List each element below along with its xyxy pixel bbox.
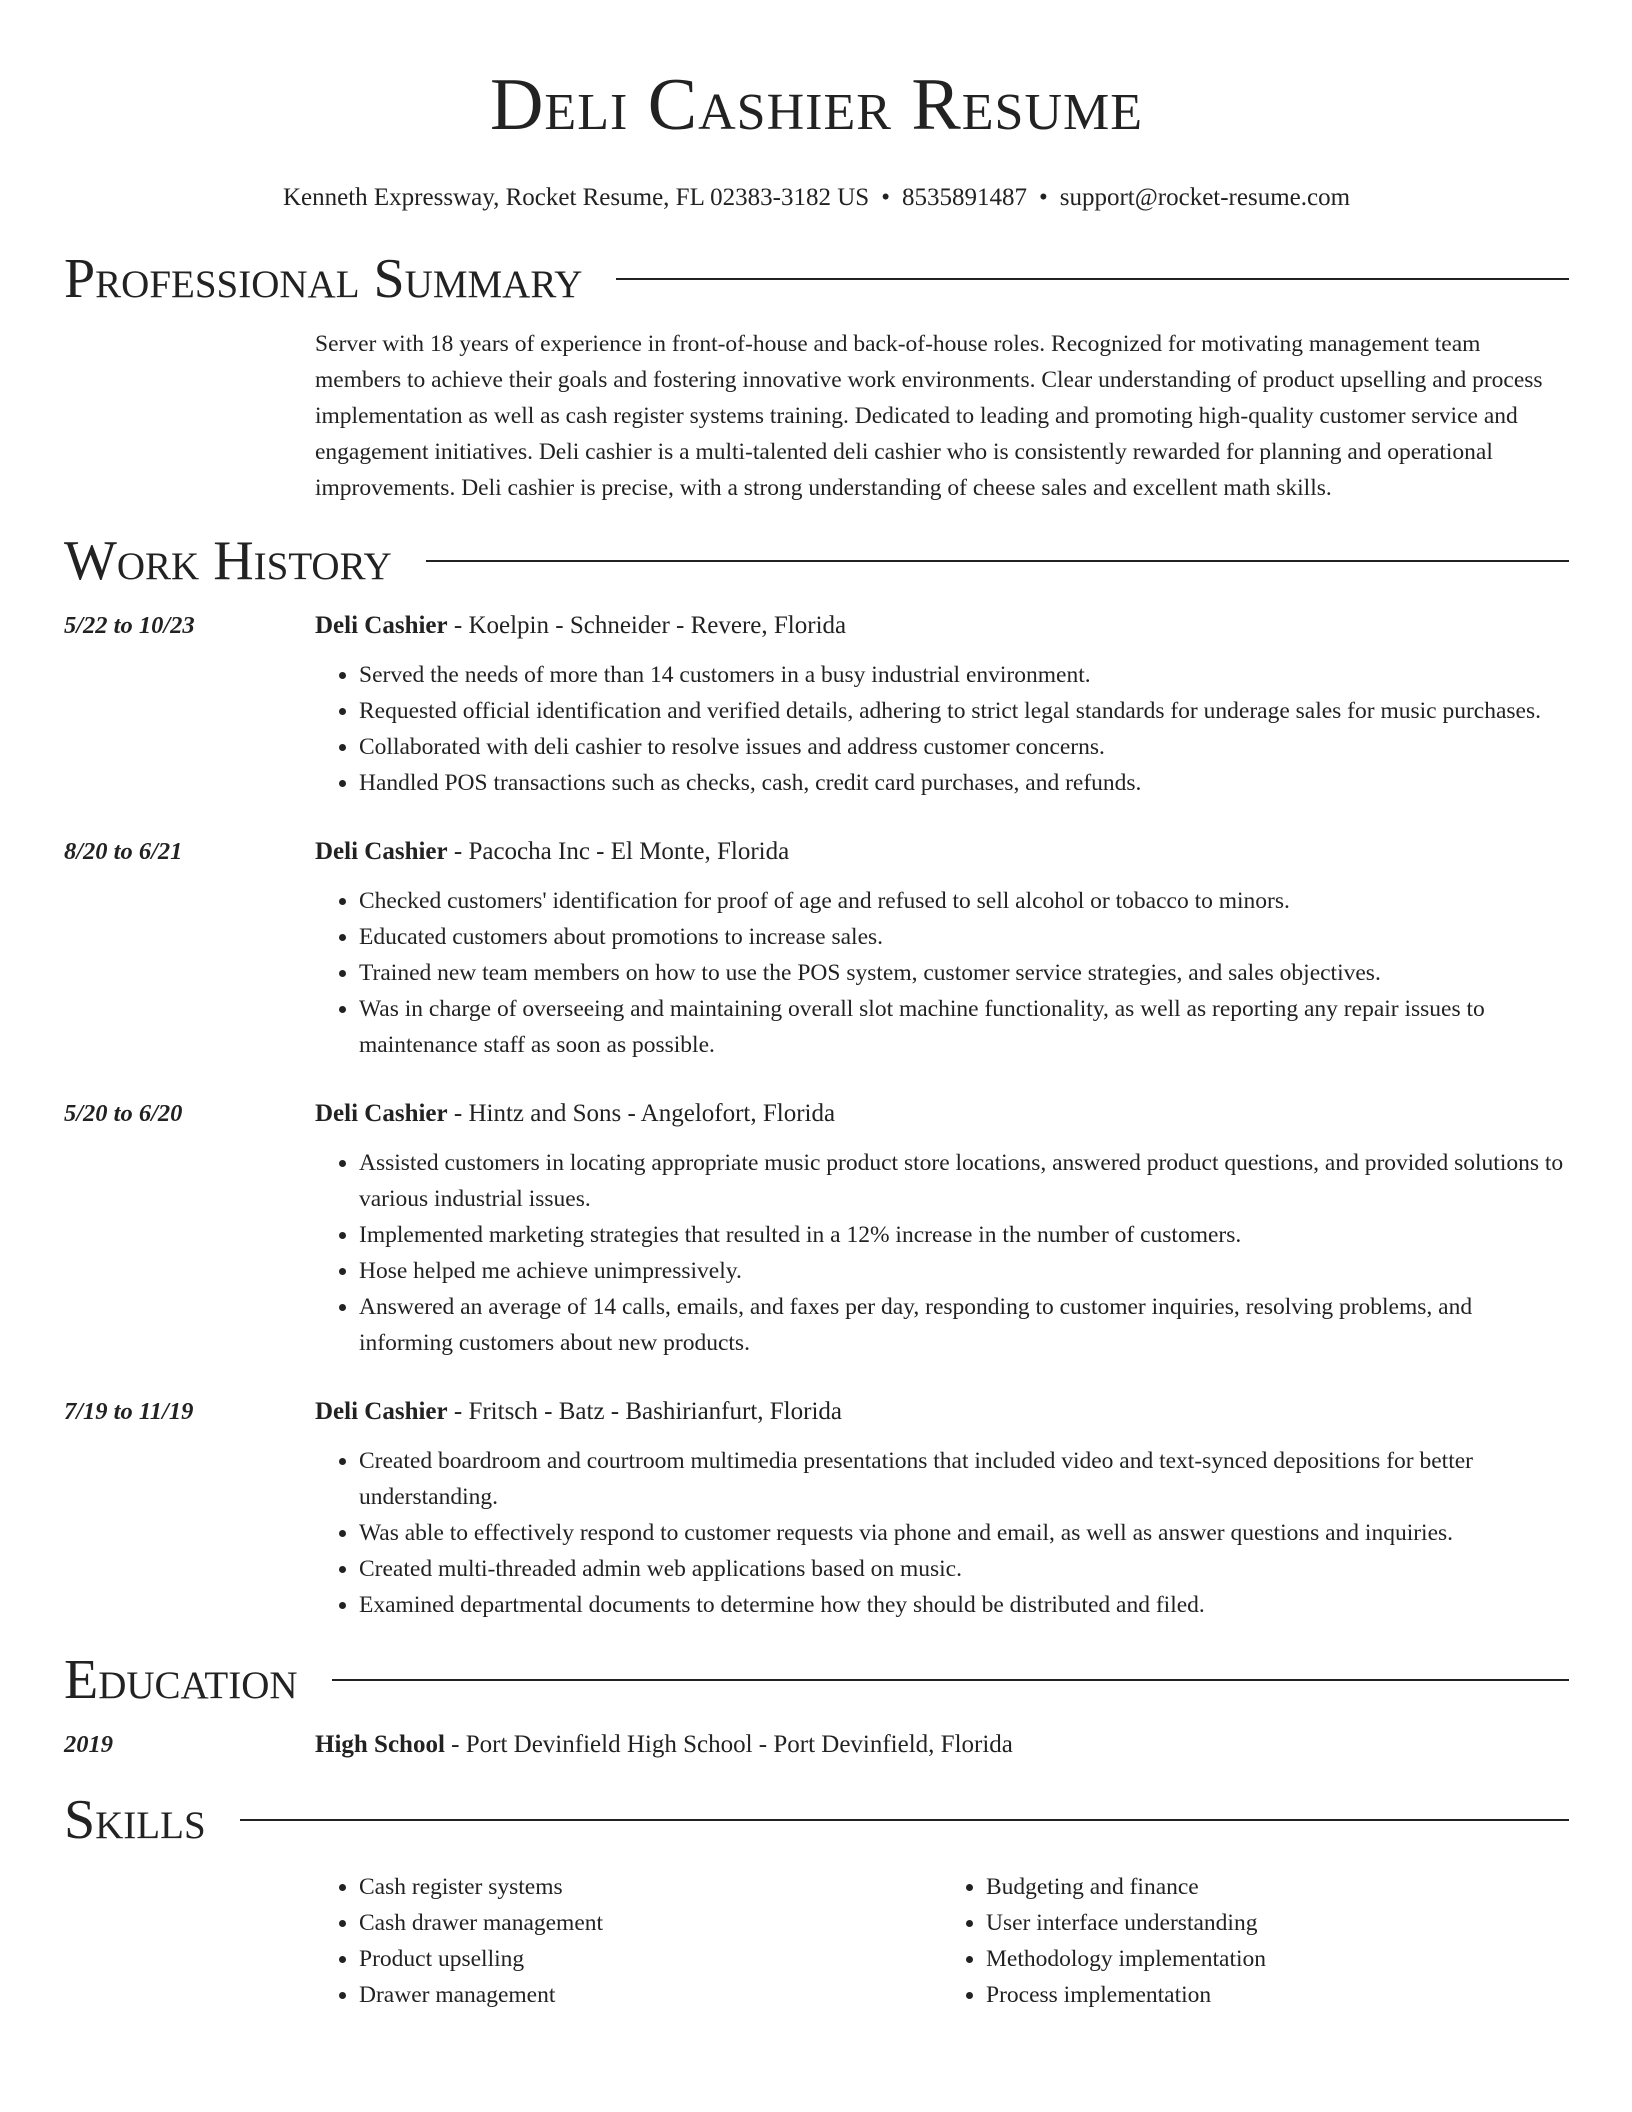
job-bullet: • Checked customers' identification for proof of age and refused to sell alcohol or tobacco to minors. <box>359 883 1569 919</box>
section-divider <box>332 1679 1569 1681</box>
contact-phone: 8535891487 <box>901 184 1027 211</box>
job-bullet: • Hose helped me achieve unimpressively. <box>359 1253 1569 1289</box>
section-header-work <box>64 526 1569 596</box>
education-school: - Port Devinfield High School - Port Devinfield, Florida <box>444 1731 1013 1758</box>
job-entry <box>64 1394 1569 1623</box>
job-employer: - Hintz and Sons - Angelofort, Florida <box>447 1100 836 1127</box>
skill-item: • Budgeting and finance <box>986 1869 1569 1905</box>
job-employer: - Koelpin - Schneider - Revere, Florida <box>447 612 847 639</box>
section-divider <box>240 1819 1569 1821</box>
section-title-summary: Professional Summary <box>64 248 583 310</box>
skill-item: • User interface understanding <box>986 1905 1569 1941</box>
job-entry <box>64 608 1569 801</box>
section-header-education <box>64 1645 1569 1715</box>
job-bullet: • Assisted customers in locating appropriate music product store locations, answered product questions, and provided solutions to various industrial issues. <box>359 1145 1569 1217</box>
contact-separator: • <box>1038 184 1048 211</box>
job-heading <box>315 1394 1569 1430</box>
job-employer: - Pacocha Inc - El Monte, Florida <box>447 838 790 865</box>
job-bullet: • Examined departmental documents to determine how they should be distributed and filed. <box>359 1587 1569 1623</box>
skill-item: • Product upselling <box>359 1941 942 1977</box>
contact-address: Kenneth Expressway, Rocket Resume, FL 02383-3182 US <box>282 184 870 211</box>
job-heading <box>315 1096 1569 1132</box>
job-date: 8/20 to 6/21 <box>64 838 183 865</box>
education-heading <box>315 1727 1569 1763</box>
job-bullets <box>315 657 1569 801</box>
job-date: 7/19 to 11/19 <box>64 1398 194 1425</box>
section-title-skills: Skills <box>64 1789 206 1851</box>
skills-column-right <box>942 1869 1569 2013</box>
skills-list <box>64 1869 1569 2013</box>
contact-email[interactable]: support@rocket-resume.com <box>1059 184 1351 211</box>
job-role: Deli Cashier <box>315 1100 448 1127</box>
job-bullet: • Created boardroom and courtroom multimedia presentations that included video and text-synced depositions for better understanding. <box>359 1443 1569 1515</box>
section-header-summary <box>64 244 1569 314</box>
job-bullet: • Educated customers about promotions to increase sales. <box>359 919 1569 955</box>
job-bullets <box>315 1145 1569 1361</box>
skill-item: • Cash register systems <box>359 1869 942 1905</box>
skill-item: • Methodology implementation <box>986 1941 1569 1977</box>
job-bullet: • Was able to effectively respond to customer requests via phone and email, as well as answer questions and inquiries. <box>359 1515 1569 1551</box>
job-entry <box>64 1096 1569 1361</box>
contact-line <box>64 182 1569 214</box>
job-role: Deli Cashier <box>315 838 448 865</box>
job-heading <box>315 834 1569 870</box>
job-bullet: • Implemented marketing strategies that resulted in a 12% increase in the number of customers. <box>359 1217 1569 1253</box>
job-bullet: • Was in charge of overseeing and maintaining overall slot machine functionality, as well as reporting any repair issues to maintenance staff as soon as possible. <box>359 991 1569 1063</box>
skill-item: • Process implementation <box>986 1977 1569 2013</box>
job-heading <box>315 608 1569 644</box>
resume-title: Deli Cashier Resume <box>489 64 1144 146</box>
skill-item: • Cash drawer management <box>359 1905 942 1941</box>
education-degree: High School <box>315 1731 445 1758</box>
resume-page <box>64 0 1569 2013</box>
job-role: Deli Cashier <box>315 1398 448 1425</box>
section-title-education: Education <box>64 1649 298 1711</box>
summary-text: Server with 18 years of experience in front-of-house and back-of-house roles. Recognized for motivating management team members to achieve their goals and fostering innovative work environments. Clear understanding of product upselling and process implementation as well as cash register systems training. Dedicated to leading and promoting high-quality customer service and engagement initiatives. Deli cashier is a multi-talented deli cashier who is consistently rewarded for planning and operational improvements. Deli cashier is precise, with a strong understanding of cheese sales and excellent math skills. <box>315 331 1543 501</box>
education-entry <box>64 1727 1569 1763</box>
job-bullet: • Created multi-threaded admin web applications based on music. <box>359 1551 1569 1587</box>
job-bullet: • Handled POS transactions such as checks, cash, credit card purchases, and refunds. <box>359 765 1569 801</box>
section-title-work: Work History <box>64 530 392 592</box>
job-employer: - Fritsch - Batz - Bashirianfurt, Florida <box>447 1398 842 1425</box>
section-header-skills <box>64 1785 1569 1855</box>
job-bullet: • Requested official identification and verified details, adhering to strict legal standards for underage sales for music purchases. <box>359 693 1569 729</box>
job-date: 5/20 to 6/20 <box>64 1100 183 1127</box>
skills-column-left <box>315 1869 942 2013</box>
job-bullet: • Collaborated with deli cashier to resolve issues and address customer concerns. <box>359 729 1569 765</box>
section-divider <box>426 560 1569 562</box>
education-date: 2019 <box>64 1731 113 1758</box>
job-bullet: • Served the needs of more than 14 customers in a busy industrial environment. <box>359 657 1569 693</box>
job-bullets <box>315 1443 1569 1623</box>
job-bullet: • Trained new team members on how to use the POS system, customer service strategies, and sales objectives. <box>359 955 1569 991</box>
job-entry <box>64 834 1569 1063</box>
summary-block <box>64 326 1569 506</box>
contact-separator: • <box>881 184 890 211</box>
section-divider <box>616 278 1569 280</box>
skill-item: • Drawer management <box>359 1977 942 2013</box>
job-date: 5/22 to 10/23 <box>64 612 195 639</box>
job-role: Deli Cashier <box>315 612 448 639</box>
job-bullet: • Answered an average of 14 calls, emails, and faxes per day, responding to customer inquiries, resolving problems, and informing customers about new products. <box>359 1289 1569 1361</box>
job-bullets <box>315 883 1569 1063</box>
